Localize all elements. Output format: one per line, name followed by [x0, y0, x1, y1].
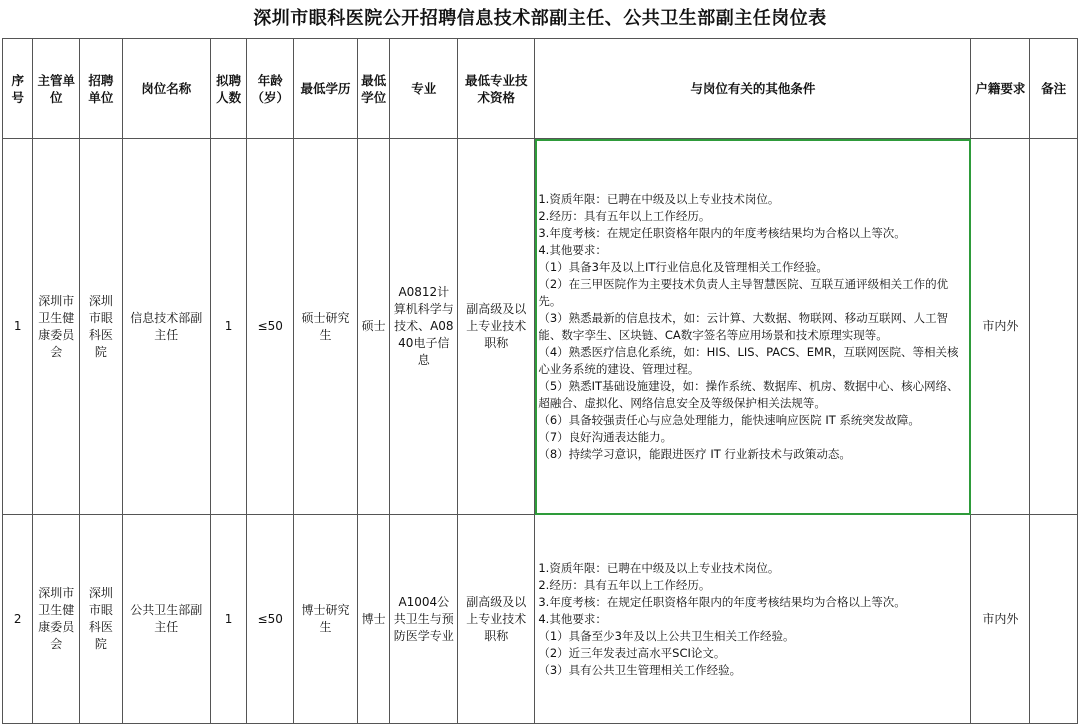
header-degree: 最低学位: [357, 39, 389, 139]
cell-age[interactable]: ≤50: [247, 515, 294, 724]
cell-dept[interactable]: 深圳市卫生健康委员会: [33, 515, 80, 724]
requirement-line: 4.其他要求：: [538, 242, 607, 257]
requirement-line: （5）熟悉IT基础设施建设，如：操作系统、数据库、机房、数据中心、核心网络、超融合、虚拟化、网络信息安全及等级保护相关法规等。: [538, 378, 959, 410]
cell-seq[interactable]: 2: [3, 515, 33, 724]
header-requirements: 与岗位有关的其他条件: [535, 39, 971, 139]
requirement-line: （2）在三甲医院作为主要技术负责人主导智慧医院、互联互通评级相关工作的优先。: [538, 276, 949, 308]
requirement-line: （1）具备至少3年及以上公共卫生相关工作经验。: [538, 628, 795, 643]
requirement-line: 2.经历：具有五年以上工作经历。: [538, 577, 711, 592]
header-age: 年龄（岁）: [247, 39, 294, 139]
cell-remark[interactable]: [1030, 515, 1078, 724]
cell-count[interactable]: 1: [210, 515, 247, 724]
cell-education[interactable]: 硕士研究生: [294, 139, 358, 515]
cell-residence[interactable]: 市内外: [971, 139, 1030, 515]
cell-position[interactable]: 信息技术部副主任: [122, 139, 210, 515]
requirement-line: 3.年度考核：在规定任职资格年限内的年度考核结果均为合格以上等次。: [538, 594, 906, 609]
cell-education[interactable]: 博士研究生: [294, 515, 358, 724]
requirement-line: 3.年度考核：在规定任职资格年限内的年度考核结果均为合格以上等次。: [538, 225, 906, 240]
cell-unit[interactable]: 深圳市眼科医院: [80, 515, 123, 724]
requirement-line: （7）良好沟通表达能力。: [538, 429, 673, 444]
cell-major[interactable]: A1004公共卫生与预防医学专业: [390, 515, 458, 724]
header-prof-title: 最低专业技术资格: [458, 39, 535, 139]
recruitment-table: [2, 38, 1078, 724]
requirement-line: （8）持续学习意识，能跟进医疗 IT 行业新技术与政策动态。: [538, 446, 851, 461]
cell-degree[interactable]: 博士: [357, 515, 389, 724]
header-row: [3, 39, 1078, 139]
header-count: 拟聘人数: [210, 39, 247, 139]
requirement-line: （3）具有公共卫生管理相关工作经验。: [538, 662, 742, 677]
cell-dept[interactable]: 深圳市卫生健康委员会: [33, 139, 80, 515]
requirement-line: 1.资质年限：已聘在中级及以上专业技术岗位。: [538, 560, 780, 575]
requirement-line: （3）熟悉最新的信息技术，如：云计算、大数据、物联网、移动互联网、人工智能、数字孪生、区块链、CA数字签名等应用场景和技术原理实现等。: [538, 310, 949, 342]
cell-remark[interactable]: [1030, 139, 1078, 515]
header-dept: 主管单位: [33, 39, 80, 139]
header-residence: 户籍要求: [971, 39, 1030, 139]
cell-unit[interactable]: 深圳市眼科医院: [80, 139, 123, 515]
cell-position[interactable]: 公共卫生部副主任: [122, 515, 210, 724]
cell-major[interactable]: A0812计算机科学与技术、A0840电子信息: [390, 139, 458, 515]
table-row[interactable]: [3, 515, 1078, 724]
cell-prof-title[interactable]: 副高级及以上专业技术职称: [458, 515, 535, 724]
cell-requirements[interactable]: [535, 139, 971, 515]
cell-prof-title[interactable]: 副高级及以上专业技术职称: [458, 139, 535, 515]
cell-requirements[interactable]: [535, 515, 971, 724]
cell-age[interactable]: ≤50: [247, 139, 294, 515]
requirement-line: （6）具备较强责任心与应急处理能力，能快速响应医院 IT 系统突发故障。: [538, 412, 920, 427]
header-seq: 序号: [3, 39, 33, 139]
cell-residence[interactable]: 市内外: [971, 515, 1030, 724]
cell-seq[interactable]: 1: [3, 139, 33, 515]
cell-degree[interactable]: 硕士: [357, 139, 389, 515]
header-major: 专业: [390, 39, 458, 139]
table-row[interactable]: [3, 139, 1078, 515]
header-remark: 备注: [1030, 39, 1078, 139]
header-education: 最低学历: [294, 39, 358, 139]
requirement-line: 2.经历：具有五年以上工作经历。: [538, 208, 711, 223]
requirement-line: （4）熟悉医疗信息化系统，如：HIS、LIS、PACS、EMR，互联网医院、等相关核心业务系统的建设、管理过程。: [538, 344, 959, 376]
requirement-line: 1.资质年限：已聘在中级及以上专业技术岗位。: [538, 191, 780, 206]
table-title: 深圳市眼科医院公开招聘信息技术部副主任、公共卫生部副主任岗位表: [253, 8, 827, 29]
requirement-line: （1）具备3年及以上IT行业信息化及管理相关工作经验。: [538, 259, 828, 274]
header-position: 岗位名称: [122, 39, 210, 139]
requirement-line: （2）近三年发表过高水平SCI论文。: [538, 645, 726, 660]
header-unit: 招聘单位: [80, 39, 123, 139]
cell-count[interactable]: 1: [210, 139, 247, 515]
requirement-line: 4.其他要求：: [538, 611, 607, 626]
